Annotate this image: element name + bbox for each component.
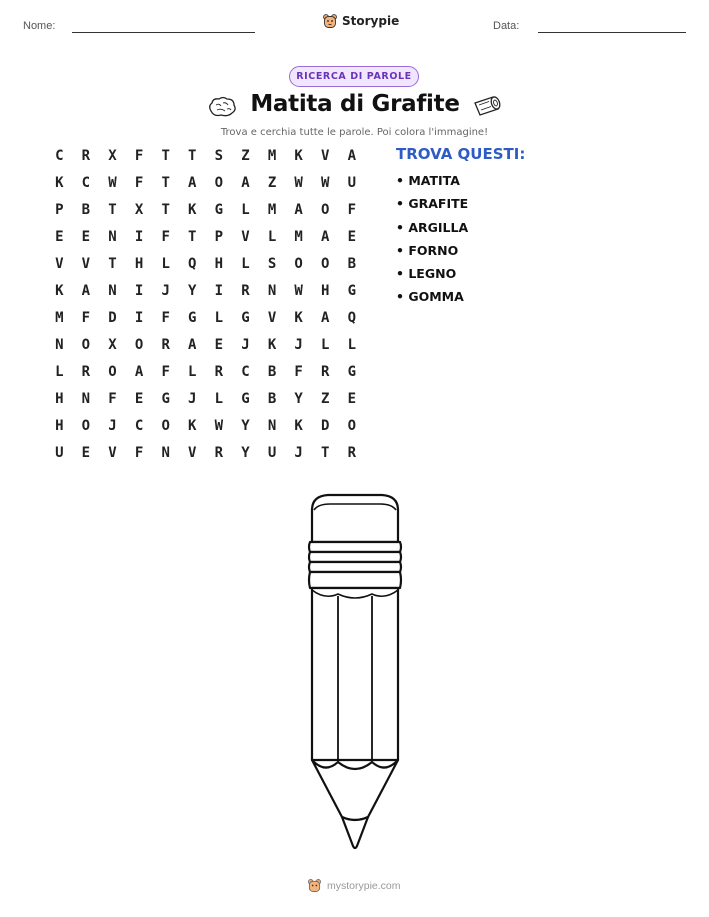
grid-letter: D <box>321 418 330 434</box>
grid-letter: Z <box>267 175 277 191</box>
grid-letter: V <box>81 256 91 272</box>
grid-letter: T <box>188 229 197 245</box>
grid-letter: K <box>294 148 303 164</box>
date-line <box>538 32 686 33</box>
grid-letter: W <box>214 418 224 434</box>
grid-letter: G <box>241 391 250 407</box>
grid-letter: Z <box>321 391 330 407</box>
bear-logo-icon <box>322 13 338 29</box>
grid-letter: B <box>347 256 357 272</box>
grid-letter: J <box>188 391 197 407</box>
grid-letter: F <box>347 202 357 218</box>
grid-letter: X <box>108 148 117 164</box>
word-search-grid <box>46 146 365 470</box>
grid-letter: O <box>321 256 330 272</box>
grid-letter: M <box>267 202 277 218</box>
grid-letter: L <box>241 256 250 272</box>
grid-letter: T <box>188 148 197 164</box>
grid-letter: K <box>294 418 303 434</box>
grid-letter: A <box>241 175 250 191</box>
grid-letter: Y <box>241 418 250 434</box>
grid-letter: V <box>108 445 117 461</box>
word-list-item: • GRAFITE <box>396 196 469 212</box>
grid-letter: R <box>161 337 170 353</box>
grid-letter: M <box>294 229 303 245</box>
grid-letter: G <box>347 283 357 299</box>
grid-letter: G <box>188 310 197 326</box>
grid-letter: L <box>267 229 277 245</box>
grid-letter: F <box>134 445 144 461</box>
grid-letter: H <box>214 256 224 272</box>
word-list-item: • ARGILLA <box>396 219 469 235</box>
grid-letter: T <box>108 202 117 218</box>
word-list-item: • MATITA <box>396 173 460 188</box>
graphite-rock-icon <box>207 96 237 118</box>
bear-logo-icon <box>307 878 322 893</box>
grid-letter: H <box>134 256 144 272</box>
grid-letter: H <box>321 283 330 299</box>
grid-letter: S <box>214 148 224 164</box>
grid-letter: V <box>55 256 64 272</box>
grid-letter: I <box>134 310 144 326</box>
grid-letter: U <box>55 445 64 461</box>
grid-letter: W <box>294 283 303 299</box>
category-badge: RICERCA DI PAROLE <box>289 66 419 87</box>
grid-letter: J <box>294 445 303 461</box>
grid-letter: N <box>267 418 277 434</box>
grid-letter: R <box>321 364 330 380</box>
grid-letter: F <box>294 364 303 380</box>
grid-letter: L <box>214 391 224 407</box>
grid-letter: B <box>81 202 91 218</box>
grid-letter: F <box>81 310 91 326</box>
grid-letter: T <box>108 256 117 272</box>
grid-letter: B <box>267 391 277 407</box>
grid-letter: K <box>294 310 303 326</box>
date-label: Data: <box>493 20 520 32</box>
grid-letter: T <box>161 175 170 191</box>
grid-letter: M <box>55 310 64 326</box>
grid-letter: Q <box>347 310 357 326</box>
grid-letter: C <box>134 418 144 434</box>
grid-letter: F <box>161 229 170 245</box>
grid-letter: Q <box>188 256 197 272</box>
grid-letter: K <box>188 418 197 434</box>
grid-letter: H <box>55 418 64 434</box>
grid-letter: F <box>134 148 144 164</box>
grid-letter: K <box>55 283 64 299</box>
grid-letter: E <box>134 391 144 407</box>
grid-letter: O <box>294 256 303 272</box>
grid-letter: N <box>161 445 170 461</box>
grid-letter: E <box>81 445 91 461</box>
grid-letter: B <box>267 364 277 380</box>
grid-letter: A <box>188 337 197 353</box>
grid-letter: G <box>214 202 224 218</box>
pencil-illustration <box>290 490 420 855</box>
grid-letter: C <box>241 364 250 380</box>
grid-letter: O <box>214 175 224 191</box>
grid-letter: Y <box>188 283 197 299</box>
word-list-heading: TROVA QUESTI: <box>396 145 526 163</box>
grid-letter: D <box>108 310 117 326</box>
grid-letter: F <box>161 310 170 326</box>
grid-letter: O <box>321 202 330 218</box>
grid-letter: F <box>108 391 117 407</box>
grid-letter: N <box>108 229 117 245</box>
grid-letter: O <box>108 364 117 380</box>
grid-letter: A <box>347 148 357 164</box>
grid-letter: E <box>214 337 224 353</box>
grid-letter: O <box>134 337 144 353</box>
grid-letter: H <box>55 391 64 407</box>
grid-letter: R <box>214 445 224 461</box>
grid-letter: A <box>321 229 330 245</box>
grid-letter: A <box>294 202 303 218</box>
brand-name: Storypie <box>342 14 400 28</box>
grid-letter: L <box>347 337 357 353</box>
grid-letter: E <box>81 229 91 245</box>
footer-url: mystorypie.com <box>327 879 401 892</box>
grid-letter: O <box>81 418 91 434</box>
grid-letter: J <box>241 337 250 353</box>
grid-letter: A <box>188 175 197 191</box>
word-list-item: • LEGNO <box>396 266 457 282</box>
grid-letter: N <box>108 283 117 299</box>
grid-letter: A <box>81 283 91 299</box>
grid-letter: R <box>347 445 357 461</box>
grid-letter: P <box>214 229 224 245</box>
grid-letter: S <box>267 256 277 272</box>
grid-letter: T <box>161 202 170 218</box>
grid-letter: K <box>55 175 64 191</box>
grid-letter: A <box>134 364 144 380</box>
grid-letter: V <box>241 229 250 245</box>
name-label: Nome: <box>23 20 56 32</box>
word-list <box>396 172 468 312</box>
grid-letter: V <box>321 148 330 164</box>
grid-letter: V <box>188 445 197 461</box>
wood-log-icon <box>471 94 503 118</box>
grid-letter: L <box>321 337 330 353</box>
grid-letter: I <box>214 283 224 299</box>
grid-letter: A <box>321 310 330 326</box>
page-title: Matita di Grafite <box>250 91 460 117</box>
grid-letter: G <box>161 391 170 407</box>
grid-letter: O <box>81 337 91 353</box>
grid-letter: Y <box>241 445 250 461</box>
grid-letter: J <box>108 418 117 434</box>
grid-letter: C <box>55 148 64 164</box>
grid-letter: W <box>294 175 303 191</box>
grid-letter: G <box>347 364 357 380</box>
grid-letter: J <box>294 337 303 353</box>
grid-letter: E <box>55 229 64 245</box>
grid-letter: X <box>108 337 117 353</box>
grid-letter: L <box>241 202 250 218</box>
grid-letter: O <box>161 418 170 434</box>
grid-letter: Z <box>241 148 250 164</box>
grid-letter: I <box>134 229 144 245</box>
grid-letter: T <box>321 445 330 461</box>
grid-letter: N <box>81 391 91 407</box>
grid-letter: X <box>134 202 144 218</box>
grid-letter: E <box>347 391 357 407</box>
instructions: Trova e cerchia tutte le parole. Poi colora l'immagine! <box>220 127 489 138</box>
brand-logo <box>322 13 399 29</box>
grid-letter: V <box>267 310 277 326</box>
name-line <box>72 32 255 33</box>
grid-letter: T <box>161 148 170 164</box>
grid-letter: R <box>241 283 250 299</box>
word-list-item: • GOMMA <box>396 289 464 305</box>
grid-letter: K <box>267 337 277 353</box>
grid-letter: P <box>55 202 64 218</box>
grid-letter: R <box>81 364 91 380</box>
grid-letter: L <box>214 310 224 326</box>
grid-letter: I <box>134 283 144 299</box>
grid-letter: F <box>134 175 144 191</box>
grid-letter: G <box>241 310 250 326</box>
grid-letter: N <box>267 283 277 299</box>
grid-letter: L <box>188 364 197 380</box>
grid-letter: M <box>267 148 277 164</box>
grid-letter: N <box>55 337 64 353</box>
grid-letter: W <box>108 175 117 191</box>
footer <box>307 878 401 893</box>
grid-letter: O <box>347 418 357 434</box>
grid-letter: U <box>347 175 357 191</box>
grid-letter: U <box>267 445 277 461</box>
grid-letter: W <box>321 175 330 191</box>
grid-letter: E <box>347 229 357 245</box>
grid-letter: R <box>214 364 224 380</box>
word-list-item: • FORNO <box>396 242 459 258</box>
grid-letter: J <box>161 283 170 299</box>
grid-letter: K <box>188 202 197 218</box>
grid-letter: F <box>161 364 170 380</box>
grid-letter: R <box>81 148 91 164</box>
grid-letter: C <box>81 175 91 191</box>
grid-letter: L <box>55 364 64 380</box>
grid-letter: L <box>161 256 170 272</box>
grid-letter: Y <box>294 391 303 407</box>
